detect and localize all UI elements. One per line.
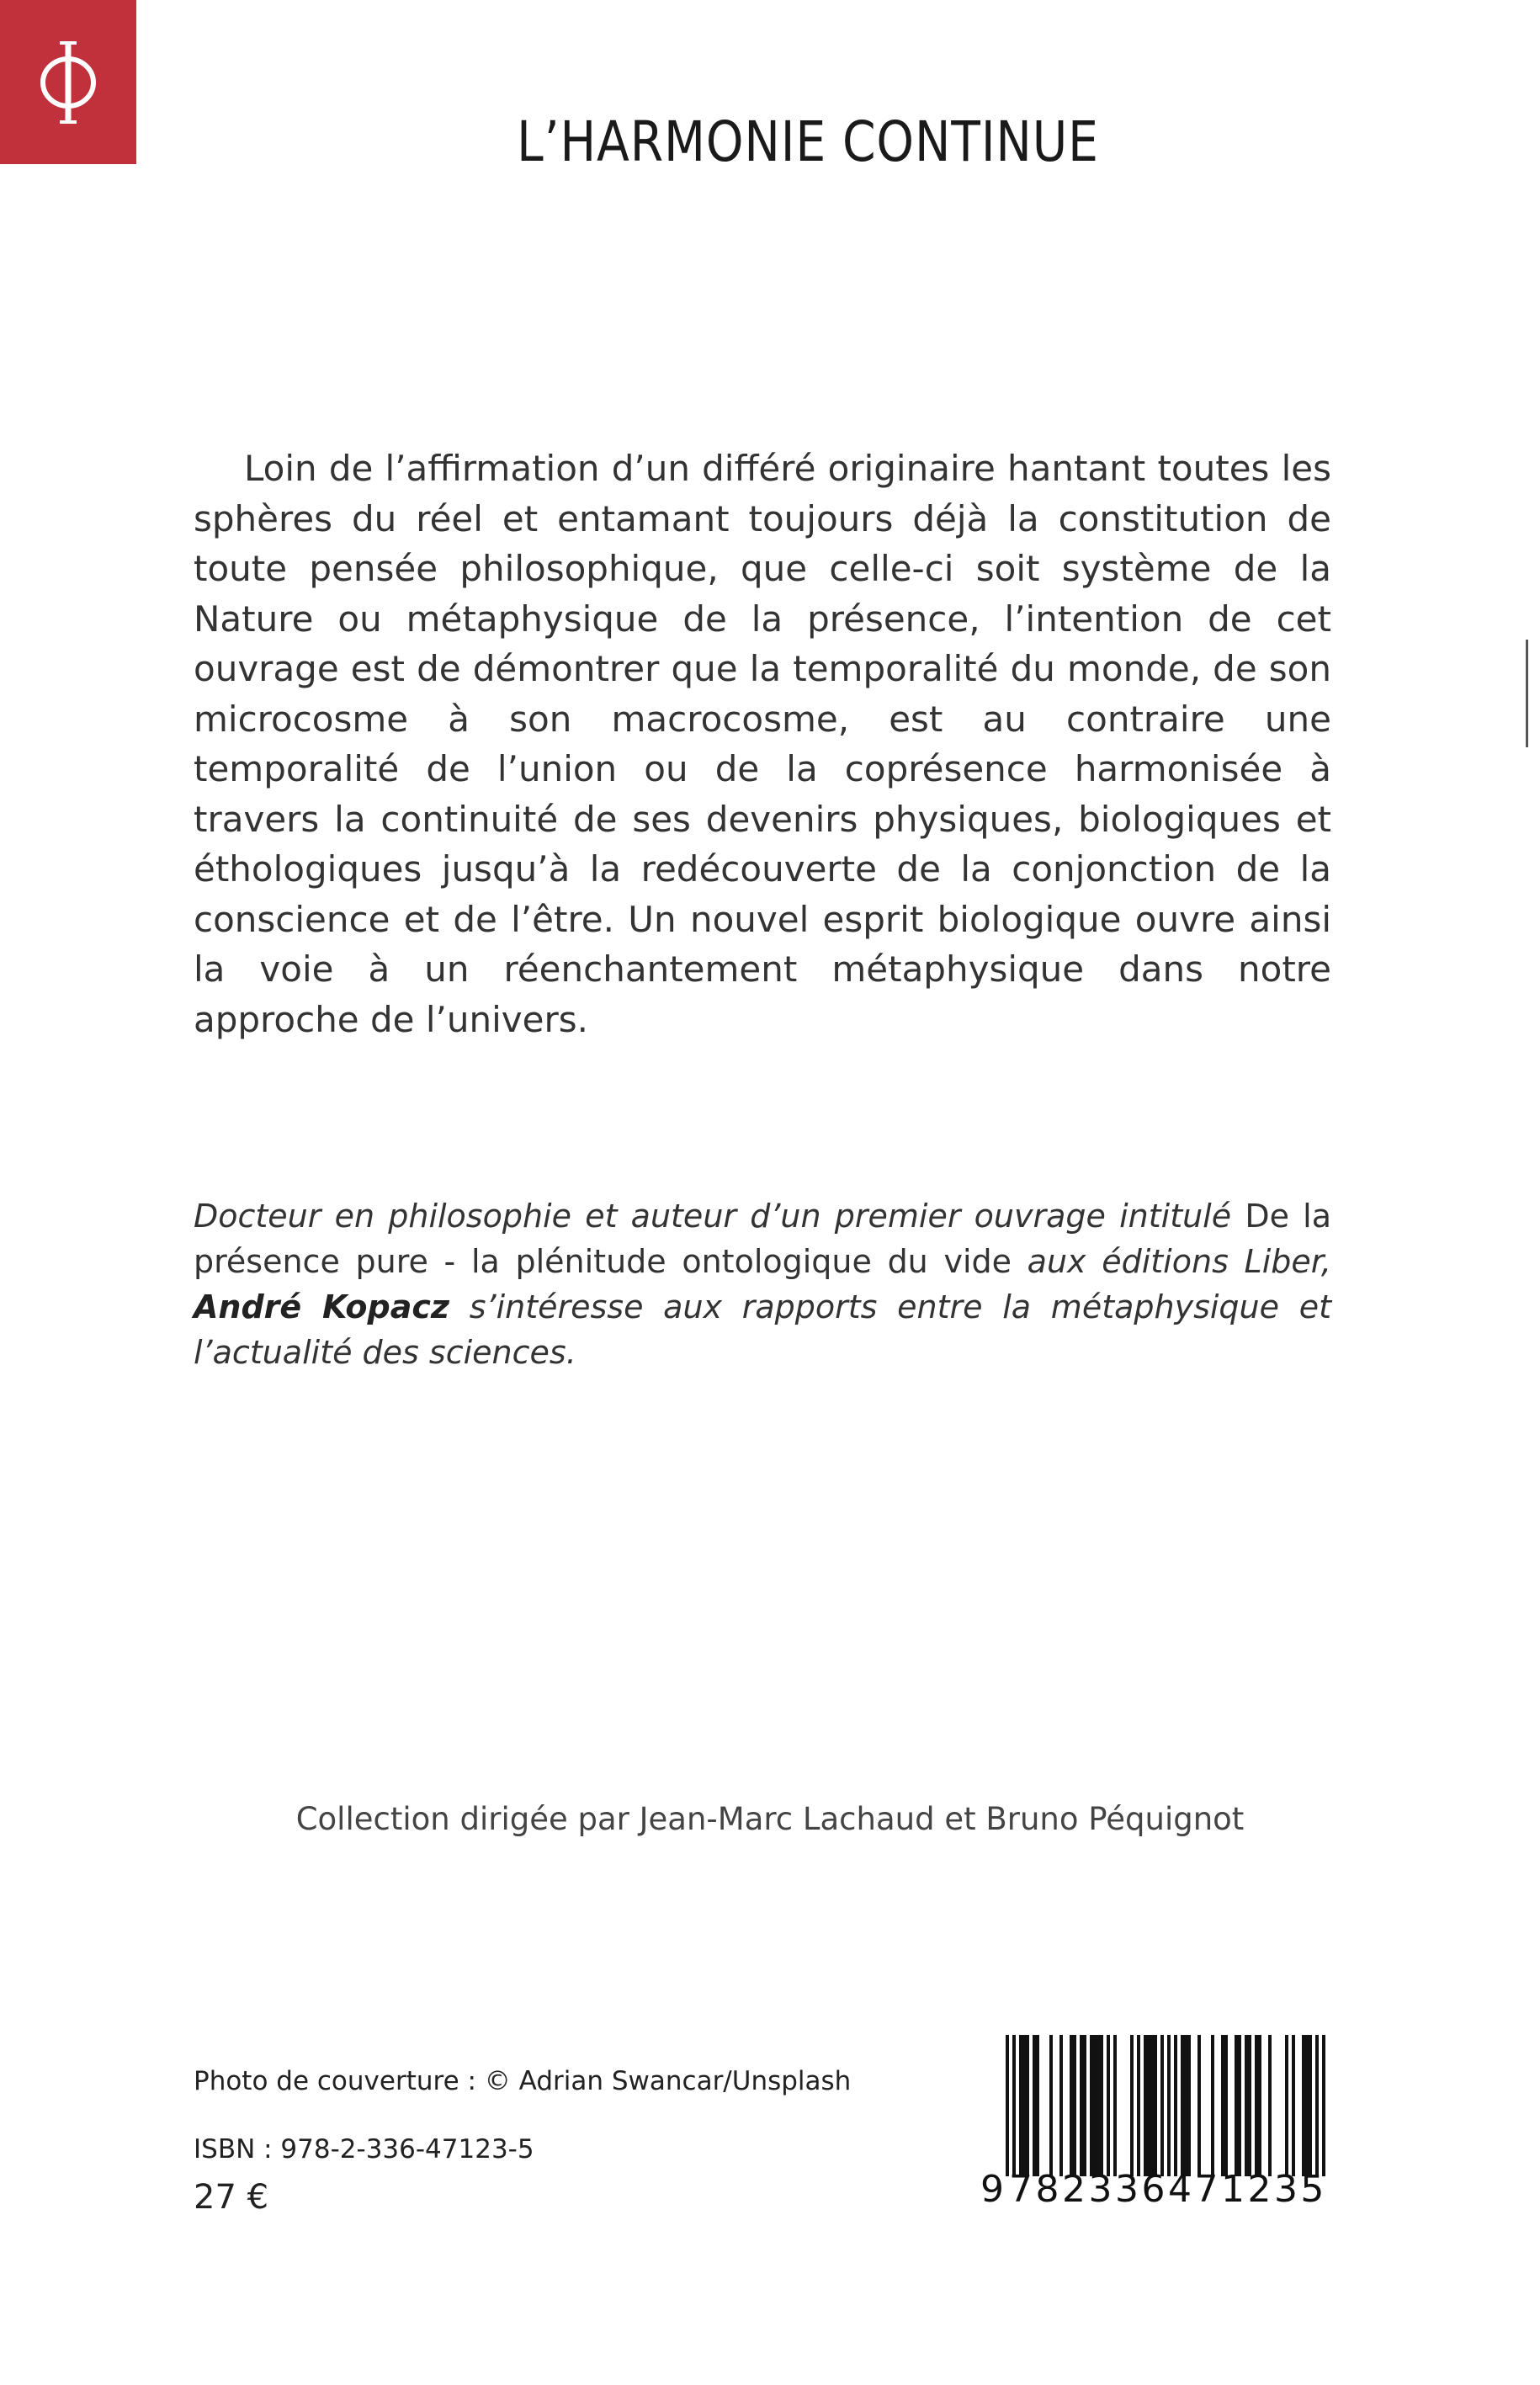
barcode-bar [1181,2035,1184,2176]
barcode-lead-digit: 9 [980,2168,1004,2211]
edge-mark [1526,640,1528,747]
barcode-bar [1268,2035,1272,2176]
isbn: ISBN : 978-2-336-47123-5 [194,2134,534,2165]
barcode-bar [1144,2035,1147,2176]
barcode-bar [1137,2035,1140,2176]
barcode-bar [1012,2035,1016,2176]
barcode-bar [1049,2035,1053,2176]
barcode-bar [1160,2035,1164,2176]
bio-book-title: De la présence pure - la plénitude ontologique du vide [194,1198,1331,1280]
barcode-bar [1097,2035,1100,2176]
bio-text-3: s’intéresse aux rapports entre la métaphysique et l’actualité des sciences. [194,1288,1331,1371]
barcode-bar [1305,2035,1309,2176]
bio-text-1: Docteur en philosophie et auteur d’un premier ouvrage intitulé [194,1198,1245,1235]
barcode-bar [1154,2035,1157,2176]
barcode-bar [1147,2035,1150,2176]
barcode-bar [1080,2035,1083,2176]
phi-icon [35,36,102,129]
barcode-bar [1187,2035,1191,2176]
bio-text-2: aux éditions Liber, [1012,1243,1331,1280]
barcode-bars [1006,2035,1325,2176]
author-bio [194,1193,1331,1375]
barcode-bar [1221,2035,1224,2176]
barcode-bar [1036,2035,1039,2176]
barcode-bar [1258,2035,1261,2176]
barcode-bar [1322,2035,1325,2176]
barcode-bar [1022,2035,1026,2176]
barcode-bar [1238,2035,1241,2176]
barcode-bar [1167,2035,1171,2176]
barcode-bar [1006,2035,1009,2176]
barcode-bar [1315,2035,1319,2176]
barcode-bar [1059,2035,1063,2176]
collection-directors: Collection dirigée par Jean-Marc Lachaud et Bruno Péquignot [295,1801,1245,1837]
barcode-bar [1255,2035,1258,2176]
barcode-bar [1100,2035,1103,2176]
barcode-bar [1130,2035,1134,2176]
photo-credit: Photo de couverture : © Adrian Swancar/Unsplash [194,2066,852,2096]
barcode-bar [1093,2035,1097,2176]
barcode-bar [1235,2035,1238,2176]
price: 27 € [194,2178,269,2217]
barcode-bar [1248,2035,1251,2176]
barcode-bar [1073,2035,1076,2176]
barcode [980,2035,1334,2220]
barcode-bar [1150,2035,1154,2176]
barcode-bar [1026,2035,1029,2176]
barcode-bar [1033,2035,1036,2176]
barcode-bar [1302,2035,1305,2176]
barcode-bar [1070,2035,1073,2176]
barcode-bar [1211,2035,1214,2176]
barcode-bar [1113,2035,1117,2176]
barcode-bar [1245,2035,1248,2176]
barcode-bar [1174,2035,1177,2176]
barcode-bar [1285,2035,1288,2176]
author-name: André Kopacz [194,1288,449,1325]
barcode-bar [1309,2035,1312,2176]
barcode-bar [1197,2035,1201,2176]
barcode-bar [1224,2035,1228,2176]
barcode-bar [1107,2035,1110,2176]
back-cover-blurb: Loin de l’affirmation d’un différé originaire hantant toutes les sphères du réel et entamant toujours déjà la constitution de toute pensée philosophique, que celle-ci soit système de la Nature ou métaphysique de la présence, l’intention de cet ouvrage est de démontrer que la temporalité du monde, de son microcosme à son macrocosme, est au contraire une temporalité de l’union ou de la coprésence harmonisée à travers la continuité de ses devenirs physiques, biologiques et éthologiques jusqu’à la redécouverte de la conjonction de la conscience et de l’être. Un nouvel esprit biologique ouvre ainsi la voie à un réenchantement métaphysique dans notre approche de l’univers. [194,448,1331,1040]
barcode-bar [1019,2035,1022,2176]
barcode-bar [1090,2035,1093,2176]
barcode-bar [1184,2035,1187,2176]
barcode-bar [1292,2035,1295,2176]
barcode-bar [1083,2035,1086,2176]
barcode-digits: 782336471235 [1009,2168,1327,2211]
book-title: L’HARMONIE CONTINUE [517,109,1099,174]
